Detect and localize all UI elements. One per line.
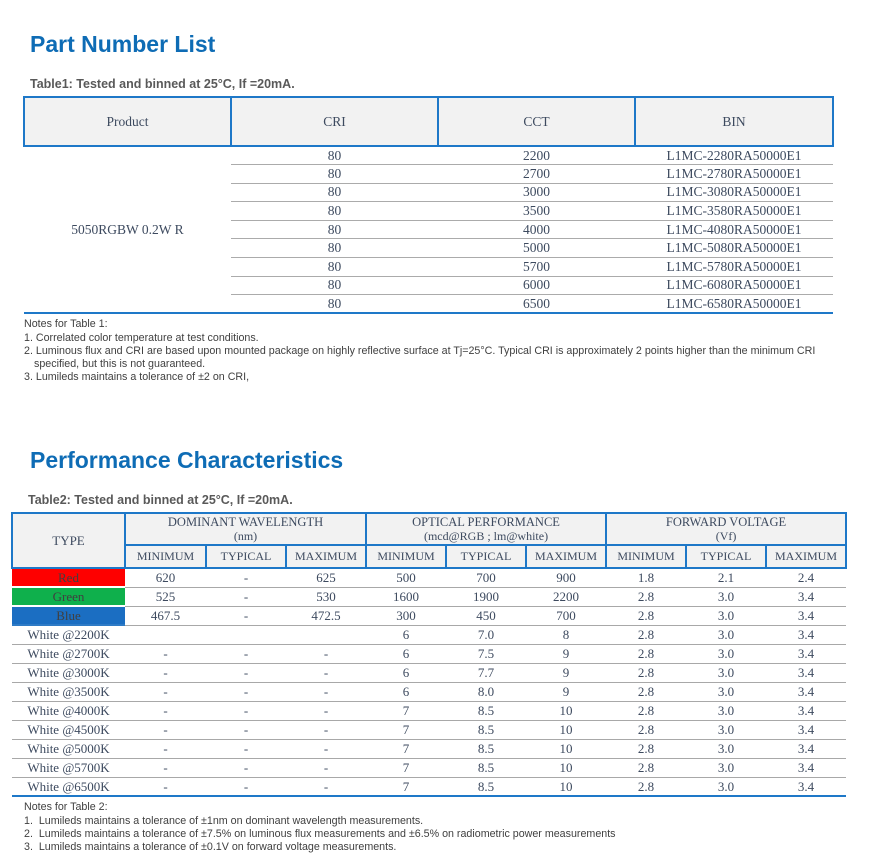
group-header-row [12, 513, 846, 545]
value-cell: - [125, 682, 206, 701]
type-cell: White @2700K [12, 644, 125, 663]
table-row-white-3000k [12, 663, 846, 682]
group-title: FORWARD VOLTAGE [665, 515, 787, 530]
value-cell: 3.0 [686, 777, 766, 796]
value-cell: 8.5 [446, 739, 526, 758]
group-title: DOMINANT WAVELENGTH [167, 515, 324, 530]
group-header-optical-performance [366, 513, 606, 545]
value-cell: - [125, 739, 206, 758]
value-cell: 8.5 [446, 758, 526, 777]
table-row-white-3500k [12, 682, 846, 701]
value-cell: 2.8 [606, 701, 686, 720]
column-header-bin: BIN [635, 97, 833, 146]
bin-cell: L1MC-3080RA50000E1 [635, 183, 833, 202]
value-cell: 7 [366, 758, 446, 777]
value-cell: 2.8 [606, 644, 686, 663]
value-cell: 2.8 [606, 682, 686, 701]
table-row-blue [12, 606, 846, 625]
value-cell: 3.4 [766, 777, 846, 796]
section-title-performance-characteristics: Performance Characteristics [30, 447, 344, 474]
value-cell: 8.0 [446, 682, 526, 701]
bin-cell: L1MC-6080RA50000E1 [635, 276, 833, 295]
value-cell: 2.1 [686, 568, 766, 587]
value-cell: - [286, 701, 366, 720]
value-cell: 3.0 [686, 682, 766, 701]
value-cell: 3.4 [766, 758, 846, 777]
sub-header-row [12, 545, 846, 568]
cct-cell: 5700 [438, 258, 635, 277]
subheader-minimum: MINIMUM [606, 545, 686, 568]
group-header-dominant-wavelength [125, 513, 366, 545]
value-cell: 10 [526, 720, 606, 739]
value-cell: 3.4 [766, 644, 846, 663]
table-row-green [12, 587, 846, 606]
value-cell: 2200 [526, 587, 606, 606]
value-cell: 10 [526, 739, 606, 758]
table-row-red [12, 568, 846, 587]
table-header-row [24, 97, 833, 146]
value-cell: - [125, 701, 206, 720]
value-cell: 2.8 [606, 720, 686, 739]
type-cell: White @2200K [12, 625, 125, 644]
value-cell: - [206, 701, 286, 720]
value-cell: 3.0 [686, 606, 766, 625]
cct-cell: 4000 [438, 220, 635, 239]
value-cell: 10 [526, 758, 606, 777]
value-cell: 2.8 [606, 606, 686, 625]
section-title-part-number-list: Part Number List [30, 31, 216, 57]
type-cell: White @4500K [12, 720, 125, 739]
table-row-white-4500k [12, 720, 846, 739]
value-cell: 8.5 [446, 720, 526, 739]
note-item: 2. Lumileds maintains a tolerance of ±7.5% on luminous flux measurements and ±6.5% on radiometric power measurements [24, 827, 616, 840]
value-cell: - [206, 587, 286, 606]
part-number-table [23, 96, 834, 314]
column-header-type: TYPE [12, 513, 125, 568]
cri-cell: 80 [231, 165, 438, 184]
value-cell: 7 [366, 701, 446, 720]
value-cell: 900 [526, 568, 606, 587]
value-cell: 7.0 [446, 625, 526, 644]
type-cell: White @5700K [12, 758, 125, 777]
cri-cell: 80 [231, 295, 438, 314]
type-cell: White @3500K [12, 682, 125, 701]
value-cell [206, 625, 286, 644]
column-header-product: Product [24, 97, 231, 146]
subheader-maximum: MAXIMUM [286, 545, 366, 568]
table1-caption: Table1: Tested and binned at 25°C, If =20mA. [30, 77, 295, 91]
subheader-minimum: MINIMUM [125, 545, 206, 568]
value-cell [125, 625, 206, 644]
cri-cell: 80 [231, 276, 438, 295]
value-cell: 6 [366, 682, 446, 701]
value-cell: - [206, 644, 286, 663]
type-cell: White @6500K [12, 777, 125, 796]
product-cell: 5050RGBW 0.2W R [71, 221, 184, 237]
type-cell: Red [12, 568, 125, 587]
subheader-minimum: MINIMUM [366, 545, 446, 568]
group-unit: (Vf) [715, 529, 737, 544]
group-header-forward-voltage [606, 513, 846, 545]
value-cell: 8.5 [446, 777, 526, 796]
value-cell: - [206, 777, 286, 796]
value-cell: - [125, 720, 206, 739]
performance-table [11, 512, 847, 797]
bin-cell: L1MC-4080RA50000E1 [635, 220, 833, 239]
cri-cell: 80 [231, 220, 438, 239]
value-cell: 7.5 [446, 644, 526, 663]
notes-table2 [24, 801, 846, 854]
value-cell: 3.0 [686, 663, 766, 682]
notes-title: Notes for Table 2: [24, 801, 108, 814]
value-cell: 2.4 [766, 568, 846, 587]
table2-caption: Table2: Tested and binned at 25°C, If =20mA. [28, 493, 293, 508]
table-row-white-5000k [12, 739, 846, 758]
value-cell: 3.4 [766, 587, 846, 606]
subheader-typical: TYPICAL [446, 545, 526, 568]
table-row-white-4000k [12, 701, 846, 720]
group-unit: (mcd@RGB ; lm@white) [423, 529, 549, 544]
value-cell [286, 625, 366, 644]
table-row [24, 146, 833, 165]
value-cell: 3.0 [686, 758, 766, 777]
subheader-maximum: MAXIMUM [766, 545, 846, 568]
value-cell: 10 [526, 777, 606, 796]
cri-cell: 80 [231, 258, 438, 277]
value-cell: 3.0 [686, 739, 766, 758]
value-cell: 2.8 [606, 758, 686, 777]
value-cell: 3.4 [766, 663, 846, 682]
value-cell: - [206, 663, 286, 682]
value-cell: - [206, 739, 286, 758]
value-cell: 8 [526, 625, 606, 644]
column-header-cri: CRI [231, 97, 438, 146]
value-cell: 9 [526, 644, 606, 663]
cct-cell: 2200 [438, 146, 635, 165]
table-row-white-2700k [12, 644, 846, 663]
group-title: OPTICAL PERFORMANCE [412, 515, 560, 530]
value-cell: 530 [286, 587, 366, 606]
value-cell: 467.5 [125, 606, 206, 625]
note-item: 2. Luminous flux and CRI are based upon mounted package on highly reflective surface at Tj=25°C. Typical CRI is approximately 2 points higher than the minimum CRI specified, but this is not guaranteed. [24, 344, 819, 370]
value-cell: 3.0 [686, 587, 766, 606]
value-cell: 700 [526, 606, 606, 625]
value-cell: 3.0 [686, 625, 766, 644]
bin-cell: L1MC-2780RA50000E1 [635, 165, 833, 184]
bin-cell: L1MC-5080RA50000E1 [635, 239, 833, 258]
type-cell: White @5000K [12, 739, 125, 758]
value-cell: 3.4 [766, 606, 846, 625]
cri-cell: 80 [231, 146, 438, 165]
value-cell: - [286, 739, 366, 758]
value-cell: 9 [526, 663, 606, 682]
value-cell: 525 [125, 587, 206, 606]
note-item: 1. Lumileds maintains a tolerance of ±1nm on dominant wavelength measurements. [24, 814, 424, 827]
value-cell: 3.0 [686, 701, 766, 720]
value-cell: 2.8 [606, 777, 686, 796]
value-cell: 1600 [366, 587, 446, 606]
cri-cell: 80 [231, 202, 438, 221]
value-cell: - [125, 758, 206, 777]
group-unit: (nm) [233, 529, 258, 544]
value-cell: 10 [526, 701, 606, 720]
column-header-cct: CCT [438, 97, 635, 146]
value-cell: 6 [366, 644, 446, 663]
table-row-white-2200k [12, 625, 846, 644]
bin-cell: L1MC-2280RA50000E1 [635, 146, 833, 165]
cct-cell: 6500 [438, 295, 635, 314]
bin-cell: L1MC-5780RA50000E1 [635, 258, 833, 277]
value-cell: 3.4 [766, 701, 846, 720]
value-cell: - [286, 644, 366, 663]
subheader-maximum: MAXIMUM [526, 545, 606, 568]
type-cell: Blue [12, 606, 125, 625]
cri-cell: 80 [231, 183, 438, 202]
type-cell: White @4000K [12, 701, 125, 720]
value-cell: 8.5 [446, 701, 526, 720]
cct-cell: 3000 [438, 183, 635, 202]
bin-cell: L1MC-6580RA50000E1 [635, 295, 833, 314]
value-cell: 6 [366, 625, 446, 644]
value-cell: - [286, 777, 366, 796]
value-cell: 500 [366, 568, 446, 587]
cct-cell: 3500 [438, 202, 635, 221]
note-item: 1. Correlated color temperature at test conditions. [24, 331, 259, 344]
value-cell: 3.0 [686, 644, 766, 663]
value-cell: 3.4 [766, 682, 846, 701]
value-cell: 1900 [446, 587, 526, 606]
value-cell: 300 [366, 606, 446, 625]
table-row-white-5700k [12, 758, 846, 777]
cct-cell: 6000 [438, 276, 635, 295]
value-cell: 1.8 [606, 568, 686, 587]
value-cell: - [286, 720, 366, 739]
bin-cell: L1MC-3580RA50000E1 [635, 202, 833, 221]
type-cell: Green [12, 587, 125, 606]
value-cell: 2.8 [606, 587, 686, 606]
value-cell: 7.7 [446, 663, 526, 682]
value-cell: 7 [366, 777, 446, 796]
value-cell: - [125, 777, 206, 796]
value-cell: 2.8 [606, 739, 686, 758]
value-cell: - [206, 758, 286, 777]
type-cell: White @3000K [12, 663, 125, 682]
note-item: 3. Lumileds maintains a tolerance of ±2 on CRI, [24, 371, 250, 384]
value-cell: 620 [125, 568, 206, 587]
cct-cell: 2700 [438, 165, 635, 184]
value-cell: 3.4 [766, 739, 846, 758]
value-cell: 3.4 [766, 625, 846, 644]
subheader-typical: TYPICAL [206, 545, 286, 568]
value-cell: 7 [366, 720, 446, 739]
value-cell: - [125, 644, 206, 663]
value-cell: 2.8 [606, 663, 686, 682]
note-item: 3. Lumileds maintains a tolerance of ±0.1V on forward voltage measurements. [24, 840, 397, 853]
value-cell: 3.0 [686, 720, 766, 739]
value-cell: 472.5 [286, 606, 366, 625]
notes-title: Notes for Table 1: [24, 318, 108, 331]
value-cell: 3.4 [766, 720, 846, 739]
value-cell: 9 [526, 682, 606, 701]
value-cell: - [206, 606, 286, 625]
subheader-typical: TYPICAL [686, 545, 766, 568]
cct-cell: 5000 [438, 239, 635, 258]
value-cell: 700 [446, 568, 526, 587]
cri-cell: 80 [231, 239, 438, 258]
notes-table1 [24, 318, 846, 384]
value-cell: 625 [286, 568, 366, 587]
value-cell: - [286, 663, 366, 682]
value-cell: - [125, 663, 206, 682]
value-cell: - [206, 682, 286, 701]
value-cell: 2.8 [606, 625, 686, 644]
table-row-white-6500k [12, 777, 846, 796]
value-cell: - [206, 720, 286, 739]
value-cell: 6 [366, 663, 446, 682]
value-cell: 7 [366, 739, 446, 758]
value-cell: 450 [446, 606, 526, 625]
value-cell: - [286, 758, 366, 777]
value-cell: - [286, 682, 366, 701]
value-cell: - [206, 568, 286, 587]
